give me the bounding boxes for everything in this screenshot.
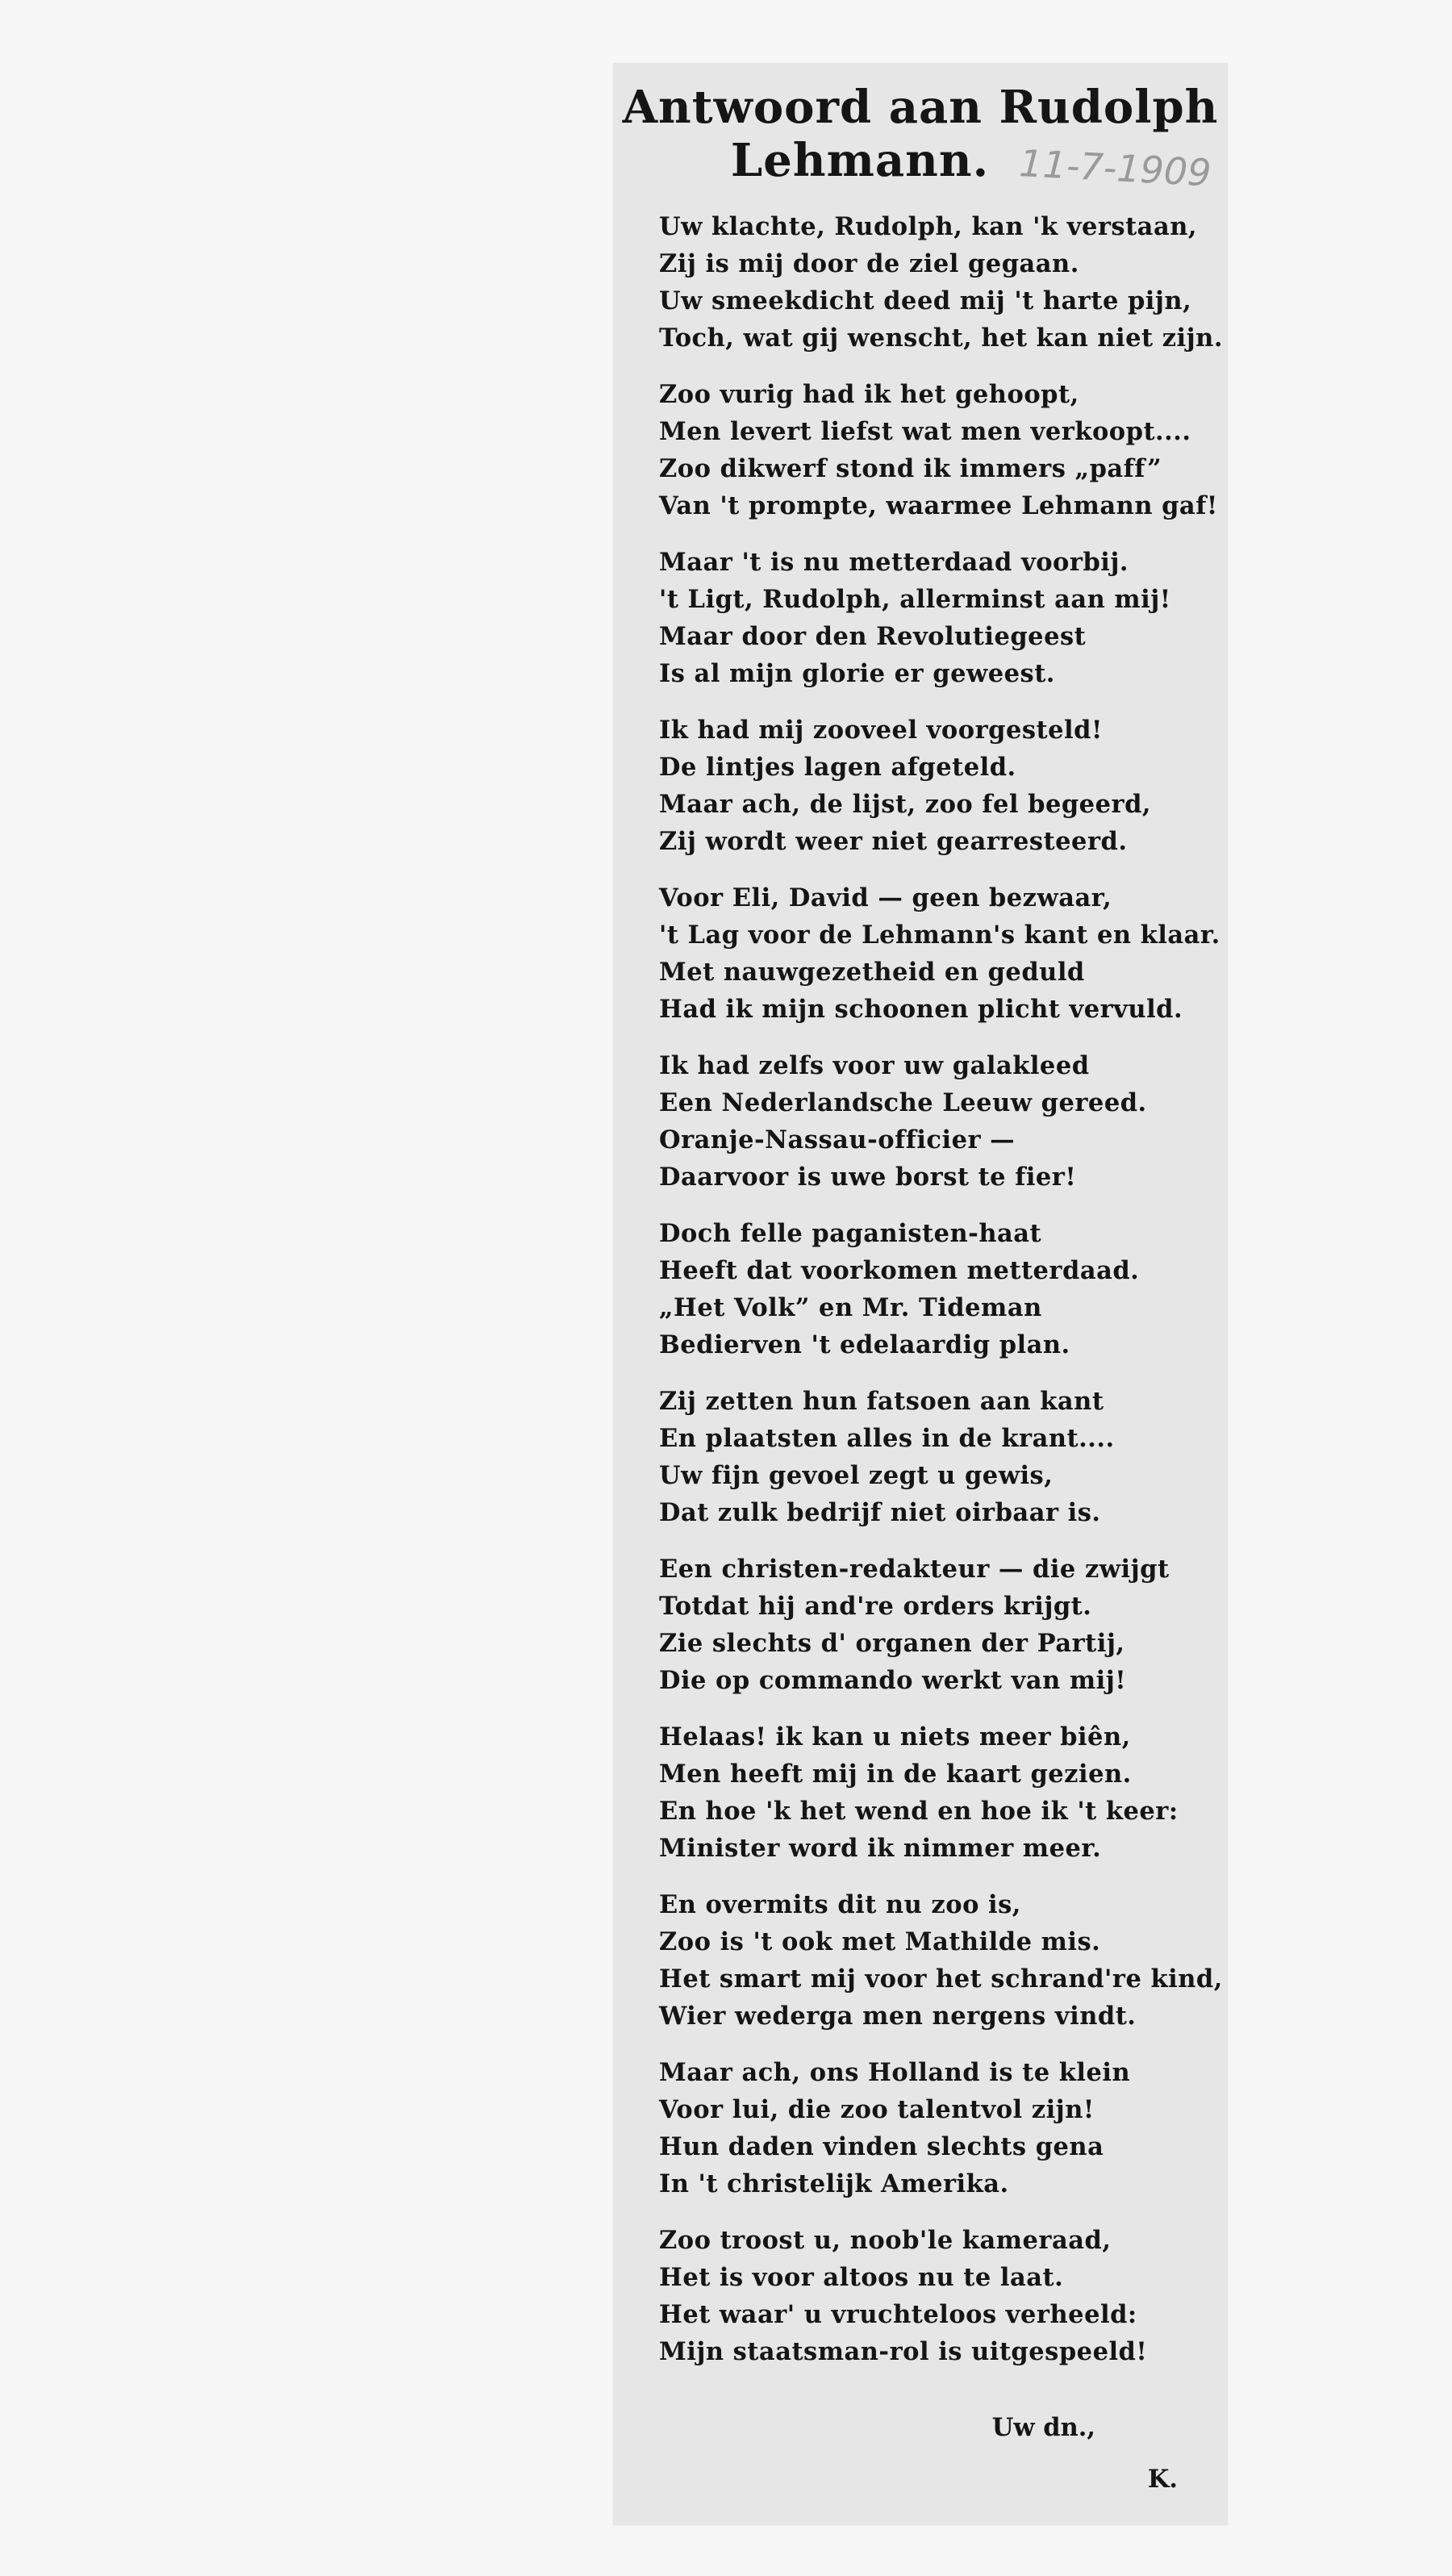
poem-line: Zij is mij door de ziel gegaan.	[659, 249, 1079, 278]
poem-line: Van 't prompte, waarmee Lehmann gaf!	[659, 491, 1218, 520]
stanza	[659, 1886, 1223, 2035]
stanza	[659, 1551, 1216, 1699]
poem-line: Dat zulk bedrijf niet oirbaar is.	[659, 1498, 1101, 1527]
poem-line: Uw klachte, Rudolph, kan 'k verstaan,	[659, 212, 1197, 241]
stanza	[659, 2054, 1216, 2202]
poem-line: Helaas! ik kan u niets meer biên,	[659, 1722, 1131, 1751]
poem-line: In 't christelijk Amerika.	[659, 2169, 1009, 2198]
poem-line: Totdat hij and're orders krijgt.	[659, 1592, 1092, 1621]
poem-line: Maar ach, ons Holland is te klein	[659, 2058, 1131, 2087]
poem-line: Had ik mijn schoonen plicht vervuld.	[659, 995, 1183, 1024]
closing-salutation: Uw dn.,	[991, 2413, 1095, 2442]
stanza	[659, 376, 1216, 524]
poem-line: Oranje-Nassau-officier —	[659, 1125, 1016, 1154]
stanza	[659, 1718, 1216, 1867]
stanza	[659, 879, 1220, 1028]
poem-line: Uw fijn gevoel zegt u gewis,	[659, 1461, 1054, 1490]
poem-line: Minister word ik nimmer meer.	[659, 1834, 1102, 1863]
poem-line: Het is voor altoos nu te laat.	[659, 2263, 1064, 2292]
poem-line: Zoo dikwerf stond ik immers „paff”	[659, 454, 1162, 483]
poem-line: „Het Volk” en Mr. Tideman	[659, 1293, 1042, 1322]
poem-line: Mijn staatsman-rol is uitgespeeld!	[659, 2337, 1148, 2366]
stanza	[659, 208, 1223, 357]
title-line-2: Lehmann.	[730, 134, 990, 187]
poem-line: Ik had zelfs voor uw galakleed	[659, 1051, 1090, 1080]
poem-line: Maar ach, de lijst, zoo fel begeerd,	[659, 790, 1152, 819]
poem-line: En overmits dit nu zoo is,	[659, 1890, 1021, 1919]
poem-line: Met nauwgezetheid en geduld	[659, 958, 1085, 987]
poem-line: Ik had mij zooveel voorgesteld!	[659, 716, 1103, 745]
poem-line: Zoo is 't ook met Mathilde mis.	[659, 1927, 1101, 1956]
stanza	[659, 712, 1216, 860]
poem-line: Is al mijn glorie er geweest.	[659, 659, 1055, 688]
poem-line: Men heeft mij in de kaart gezien.	[659, 1760, 1132, 1789]
stanza	[659, 1383, 1216, 1531]
stanza	[659, 1215, 1216, 1363]
newspaper-clipping	[613, 63, 1228, 2525]
poem-line: Uw smeekdicht deed mij 't harte pijn,	[659, 286, 1192, 315]
poem-line: Hun daden vinden slechts gena	[659, 2132, 1104, 2161]
poem-line: En plaatsten alles in de krant....	[659, 1424, 1115, 1453]
poem-line: Men levert liefst wat men verkoopt....	[659, 417, 1191, 446]
poem-line: Voor lui, die zoo talentvol zijn!	[659, 2095, 1095, 2124]
poem-line: Toch, wat gij wenscht, het kan niet zijn.	[659, 324, 1223, 353]
stanza	[659, 1047, 1216, 1196]
poem-line: 't Ligt, Rudolph, allerminst aan mij!	[659, 585, 1171, 614]
poem-line: Een Nederlandsche Leeuw gereed.	[659, 1088, 1147, 1117]
poem-line: Bedierven 't edelaardig plan.	[659, 1330, 1070, 1359]
poem-line: Daarvoor is uwe borst te fier!	[659, 1163, 1077, 1192]
poem-line: Zoo vurig had ik het gehoopt,	[659, 380, 1079, 409]
poem-line: Maar door den Revolutiegeest	[659, 622, 1087, 651]
poem-line: Zij zetten hun fatsoen aan kant	[659, 1387, 1104, 1416]
author-initial: K.	[1147, 2465, 1178, 2494]
poem-line: Het waar' u vruchteloos verheeld:	[659, 2300, 1137, 2329]
poem-line: Die op commando werkt van mij!	[659, 1666, 1127, 1695]
poem-line: Heeft dat voorkomen metterdaad.	[659, 1256, 1140, 1285]
poem-line: Maar 't is nu metterdaad voorbij.	[659, 548, 1129, 577]
handwritten-date: 11-7-1909	[1018, 141, 1212, 195]
poem-line: De lintjes lagen afgeteld.	[659, 753, 1016, 782]
poem-line: Zij wordt weer niet gearresteerd.	[659, 827, 1128, 856]
title-line-1: Antwoord aan Rudolph	[622, 81, 1219, 134]
poem-line: 't Lag voor de Lehmann's kant en klaar.	[659, 921, 1220, 950]
poem-line: En hoe 'k het wend en hoe ik 't keer:	[659, 1797, 1179, 1826]
poem-line: Doch felle paganisten-haat	[659, 1219, 1042, 1248]
stanza	[659, 544, 1216, 692]
poem-line: Voor Eli, David — geen bezwaar,	[659, 883, 1112, 912]
poem-line: Een christen-redakteur — die zwijgt	[659, 1555, 1170, 1584]
poem-line: Wier wederga men nergens vindt.	[659, 2002, 1137, 2031]
stanza	[659, 2222, 1216, 2370]
poem-body	[659, 208, 1223, 2390]
poem-line: Zie slechts d' organen der Partij,	[659, 1629, 1125, 1658]
poem-line: Het smart mij voor het schrand're kind,	[659, 1964, 1223, 1994]
poem-line: Zoo troost u, noob'le kameraad,	[659, 2226, 1112, 2255]
